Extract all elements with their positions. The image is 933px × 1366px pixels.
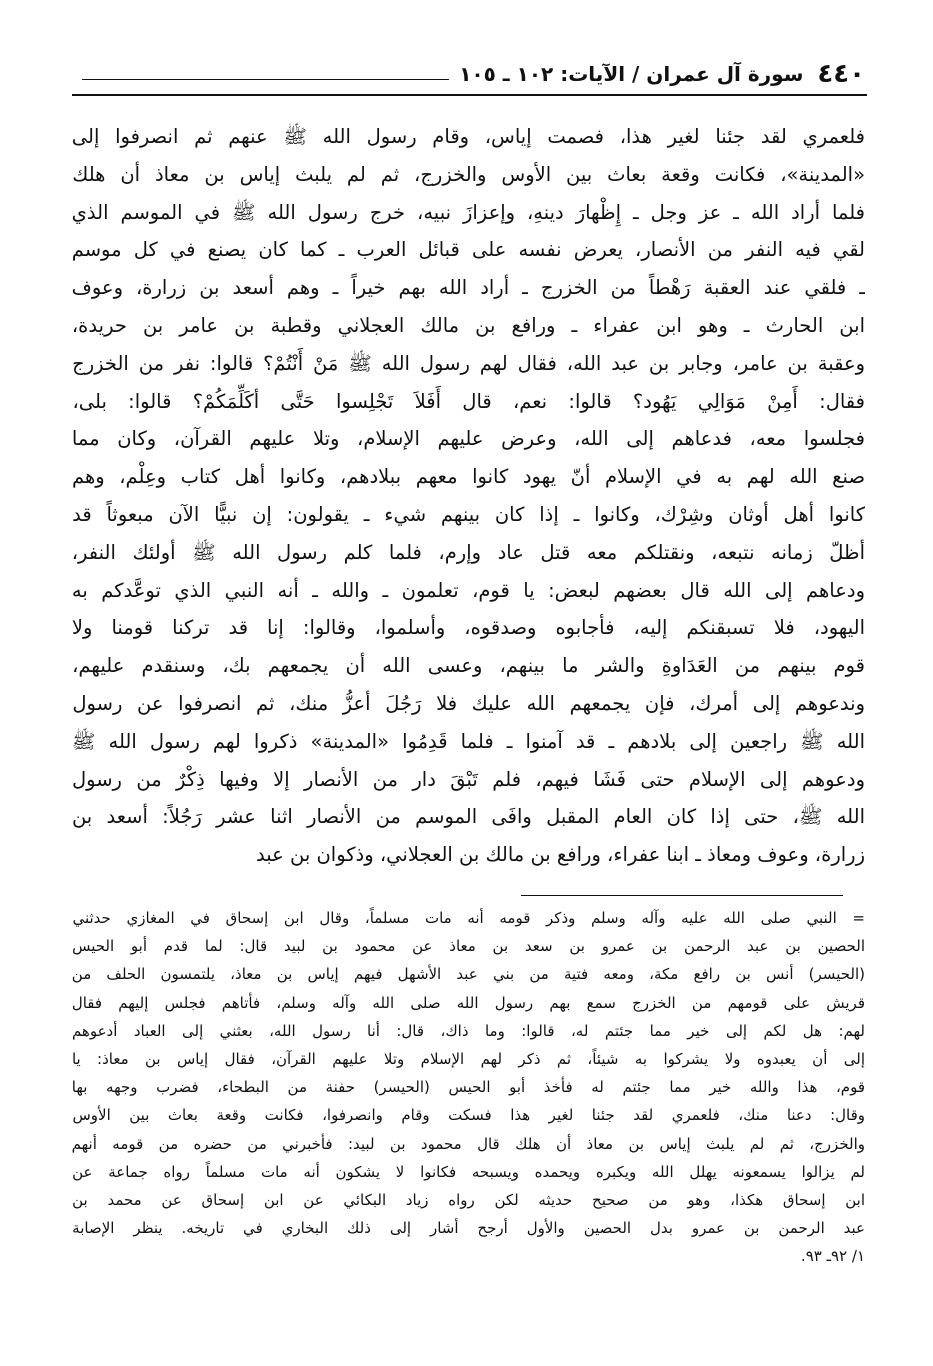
footnote-line: لهم: هل لكم إلى خير مما جئتم له، قالوا: وما ذاك، قال: أنا رسول الله، بعثني إلى العباد أدعوهم: [72, 1021, 865, 1040]
footnotes: [72, 904, 865, 1270]
footnote-line: والخزرج، ثم لم يلبث إياس بن معاذ أن هلك قال محمود بن لبيد: فأخبرني من حضره من قومه أنهم: [72, 1134, 865, 1153]
header-underline: [72, 94, 867, 96]
footnote-line: ١/ ٩٢ـ ٩٣.: [800, 1247, 865, 1266]
body-line: الله ﷺ راجعين إلى بلادهم ـ قد آمنوا ـ فلما قَدِمُوا «المدينة» ذكروا لهم رسول الله ﷺ: [72, 729, 865, 753]
main-text: [72, 118, 865, 874]
footnote-line: إلى أن يعبدوه ولا يشركوا به شيئاً، ثم ذكر لهم الإسلام وتلا عليهم القرآن، فقال إياس بن معاذ: يا: [72, 1049, 865, 1068]
surah-title: سورة آل عمران / الآيات: ١٠٢ ـ ١٠٥: [459, 62, 804, 86]
footnote-line: الحصين بن عبد الرحمن بن عمرو بن سعد بن معاذ عن محمود بن لبيد قال: لما قدم أبو الحيس: [72, 937, 865, 956]
body-line: زرارة، وعوف ومعاذ ـ ابنا عفراء، ورافع بن مالك بن العجلاني، وذكوان بن عبد: [256, 843, 865, 867]
page-number: ٤٤٠: [817, 59, 865, 89]
header-dash-line: [82, 79, 449, 80]
footnote-line: (الحيسر) أنس بن رافع مكة، ومعه فتية من بني عبد الأشهل فيهم إياس بن معاذ، يلتمسون الحلف من: [72, 965, 865, 984]
body-line: الله ﷺ، حتى إذا كان العام المقبل وافَى الموسم من الأنصار اثنا عشر رَجُلاً: أسعد بن: [72, 805, 865, 829]
page-header: [72, 54, 865, 94]
footnote-line: قوم، هذا والله خير مما جئتم له فأخذ أبو الحيس (الحيسر) حفنة من البطحاء، فضرب وجهه بها: [72, 1078, 865, 1097]
footnote-line: لم يزالوا يسمعونه يهلل الله ويكبره ويحمده ويسبحه فكانوا لا يشكون أنه مات مسلماً رواه جماعة عن: [72, 1162, 865, 1181]
footnote-line: ابن إسحاق هكذا، وهو من صحيح حديثه لكن رواه زياد البكائي عن ابن إسحاق عن محمد بن: [72, 1190, 865, 1209]
body-line: ودعاهم إلى الله قال بعضهم لبعض: يا قوم، تعلمون ـ والله ـ أنه النبي الذي توعَّدكم به: [72, 578, 865, 602]
body-line: قوم بينهم من العَدَاوةِ والشر ما بينهم، وعسى الله أن يجمعهم بك، وسنقدم عليهم،: [72, 654, 865, 678]
body-line: وندعوهم إلى أمرك، فإن يجمعهم الله عليك فلا رَجُلَ أعزُّ منك، ثم انصرفوا عن رسول: [72, 691, 865, 715]
body-line: كانوا أهل أوثان وشِرْك، وكانوا ـ إذا كان بينهم شيء ـ يقولون: إن نبيًّا الآن مبعوثاً قد: [72, 502, 865, 526]
footnote-line: = النبي صلى الله عليه وآله وسلم وذكر قومه أنه مات مسلماً، وقال ابن إسحاق في المغازي حدثني: [72, 909, 865, 927]
body-line: «المدينة»، فكانت وقعة بعاث بين الأوس والخزرج، ثم لم يلبث إياس بن معاذ أن هلك: [72, 162, 865, 186]
body-line: فقال: أَمِنْ مَوَالِي يَهُود؟ قالوا: نعم، قال أَفَلاَ تَجْلِسوا حَتَّى أكَلِّمَكُمْ؟ قالوا: بلى،: [72, 389, 865, 413]
body-line: وعقبة بن عامر، وجابر بن عبد الله، فقال لهم رسول الله ﷺ مَنْ أَنْتُمْ؟ قالوا: نفر من الخزرج: [72, 351, 865, 375]
body-line: فجلسوا معه، فدعاهم إلى الله، وعرض عليهم الإسلام، وتلا عليهم القرآن، وكان مما: [72, 427, 865, 451]
footnote-line: قريش على قومهم من الخزرج سمع بهم رسول الله صلى الله وآله وسلم، فأتاهم فجلس إليهم فقال: [72, 993, 865, 1012]
body-line: اليهود، فلا تسبقنكم إليه، فأجابوه وصدقوه، وأسلموا، وقالوا: إنا قد تركنا قومنا ولا: [72, 616, 865, 640]
body-line: أظلّ زمانه نتبعه، ونقتلكم معه قتل عاد وإرم، فلما كلم رسول الله ﷺ أولئك النفر،: [72, 540, 865, 564]
footnote-line: وقال: دعنا منك، فلعمري لقد جئنا لغير هذا فسكت وقام وانصرفوا، فكانت وقعة بعاث بين الأوس: [72, 1106, 865, 1125]
body-line: فلعمري لقد جئنا لغير هذا، فصمت إياس، وقام رسول الله ﷺ عنهم ثم انصرفوا إلى: [72, 125, 865, 148]
body-line: ودعوهم إلى الإسلام حتى فَشَا فيهم، فلم تَبْقَ دار من الأنصار إلا وفيها ذِكْرٌ من رسول: [72, 767, 865, 791]
body-line: ابن الحارث ـ وهو ابن عفراء ـ ورافع بن مالك العجلاني وقطبة بن عامر بن حريدة،: [72, 313, 865, 337]
footnote-line: عبد الرحمن بن عمرو بدل الحصين والأول أرجح أشار إلى ذلك البخاري في تاريخه. ينظر الإصابة: [72, 1219, 865, 1238]
body-line: صنع الله لهم به في الإسلام أنّ يهود كانوا معهم ببلادهم، وكانوا أهل كتاب وعِلْم، وهم: [72, 465, 865, 489]
body-line: فلما أراد الله ـ عز وجل ـ إِظْهارَ دينهِ، وإعزازَ نبيه، خرج رسول الله ﷺ في الموسم الذي: [72, 200, 865, 224]
body-line: ـ فلقي عند العقبة رَهْطاً من الخزرج ـ أراد الله بهم خيراً ـ وهم أسعد بن زرارة، وعوف: [72, 276, 865, 300]
body-line: لقي فيه النفر من الأنصار، يعرض نفسه على قبائل العرب ـ كما كان يصنع في كل موسم: [72, 238, 865, 262]
footnote-separator: [521, 895, 843, 896]
